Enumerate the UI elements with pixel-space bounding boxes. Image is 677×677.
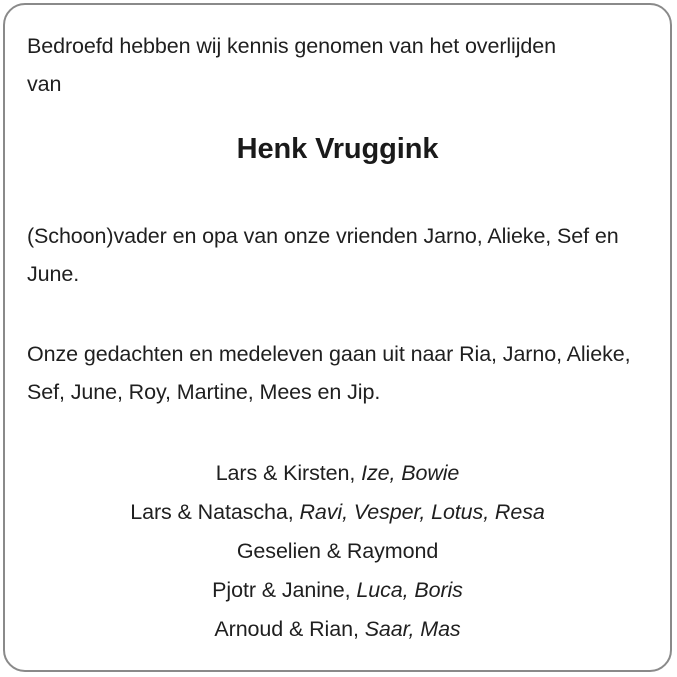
relation-paragraph: (Schoon)vader en opa van onze vrienden Jarno, Alieke, Sef en June. <box>27 224 619 286</box>
signature-couple: Arnoud & Rian <box>214 617 353 641</box>
signature-separator: , <box>344 578 357 602</box>
signature-children: Luca, Boris <box>356 578 463 602</box>
signature-separator: , <box>349 461 362 485</box>
signature-line <box>5 532 670 571</box>
signature-line <box>5 493 670 532</box>
signature-couple: Geselien & Raymond <box>236 539 439 563</box>
condolence-notice <box>3 3 672 672</box>
signature-couple: Lars & Natascha <box>130 500 288 524</box>
intro-text: Bedroefd hebben wij kennis genomen van het overlijden van <box>27 34 556 96</box>
signature-line <box>5 454 670 493</box>
signature-couple: Pjotr & Janine <box>212 578 345 602</box>
signature-separator: , <box>352 617 365 641</box>
signature-children: Saar, Mas <box>364 617 461 641</box>
signature-children: Ize, Bowie <box>361 461 460 485</box>
sympathy-paragraph: Onze gedachten en medeleven gaan uit naar Ria, Jarno, Alieke, Sef, June, Roy, Martine, Mees en Jip. <box>27 342 631 404</box>
signature-line <box>5 610 670 649</box>
signature-separator: , <box>287 500 300 524</box>
signature-line <box>5 571 670 610</box>
signature-children: Ravi, Vesper, Lotus, Resa <box>299 500 545 524</box>
deceased-name: Henk Vruggink <box>236 133 439 165</box>
signature-couple: Lars & Kirsten <box>215 461 350 485</box>
signature-list <box>5 454 670 649</box>
